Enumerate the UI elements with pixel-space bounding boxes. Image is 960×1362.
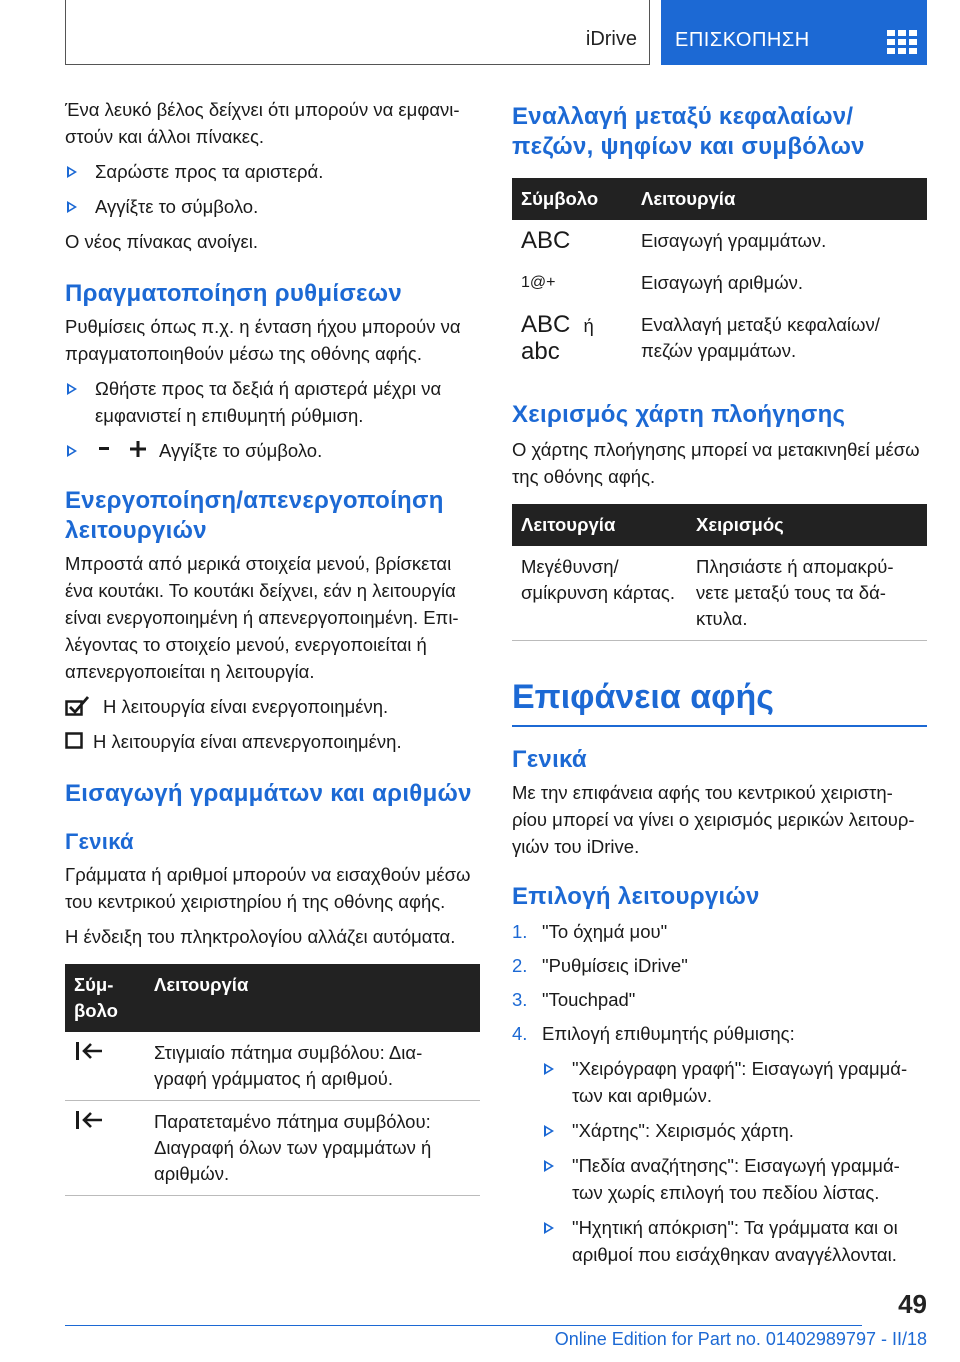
triangle-bullet-icon bbox=[67, 201, 77, 213]
uppercase-symbol: ABC bbox=[521, 311, 571, 338]
header-title-box bbox=[65, 0, 650, 65]
list-item: 4. Επιλογή επιθυμητής ρύθμισης: bbox=[512, 1023, 795, 1044]
list-item: 3. "Touchpad" bbox=[512, 989, 636, 1010]
page-header bbox=[65, 0, 927, 65]
table-row: ABC Εισαγωγή γραμμάτων. bbox=[512, 220, 927, 262]
general-heading: Γενικά bbox=[512, 746, 587, 773]
settings-text: Ρυθμίσεις όπως π.χ. η ένταση ήχου μπορούν να πραγματοποιηθούν μέσω της οθόνης αφής. bbox=[65, 316, 461, 364]
checkbox-checked-icon bbox=[65, 695, 91, 717]
intro-text: Ένα λευκό βέλος δείχνει ότι μπορούν να εμφανι-στούν και άλλοι πίνακες. bbox=[65, 99, 460, 147]
table-header: Λειτουργία bbox=[632, 178, 927, 220]
table-header: Λειτουργία bbox=[145, 964, 480, 1032]
table-row: ABC ή abc Εναλλαγή μεταξύ κεφαλαίων/πεζών γραμμάτων. bbox=[521, 311, 880, 365]
checkbox-unchecked-icon bbox=[65, 732, 85, 752]
list-item: "Ηχητική απόκριση": Τα γράμματα και οι αριθμοί που εισάχθηκαν αναγγέλλονται. bbox=[542, 1214, 927, 1268]
section-label: ΕΠΙΣΚΟΠΗΣΗ bbox=[675, 29, 810, 51]
list-item: "Χειρόγραφη γραφή": Εισαγωγή γραμμά-των και αριθμών. bbox=[542, 1055, 927, 1109]
checked-row: Η λειτουργία είναι ενεργοποιημένη. bbox=[65, 693, 480, 720]
page-number: 49 bbox=[898, 1289, 927, 1319]
abc-symbol: ABC bbox=[521, 227, 571, 254]
toggle-text: Μπροστά από μερικά στοιχεία μενού, βρίσκεται ένα κουτάκι. Το κουτάκι δείχνει, εάν η λειτουργία είναι ενεργοποιημένη ή απενεργοποιημένη. Επι-λέγοντας το στοιχείο μενού, ενεργοποιείται ή απενεργοποιείται η λειτουργία. bbox=[65, 553, 459, 682]
triangle-bullet-icon bbox=[67, 166, 77, 178]
table-row: 1@+ Εισαγωγή αριθμών. bbox=[512, 262, 927, 304]
symbol-table bbox=[512, 178, 927, 374]
grid-menu-icon[interactable] bbox=[887, 30, 917, 54]
unchecked-row: Η λειτουργία είναι απενεργοποιημένη. bbox=[65, 728, 480, 755]
table-header: Σύμ-βολο bbox=[65, 964, 145, 1032]
edition-text: Online Edition for Part no. 01402989797 - II/18 bbox=[554, 1329, 927, 1349]
lowercase-symbol: abc bbox=[521, 338, 560, 365]
touchpad-heading: Επιφάνεια αφής bbox=[512, 675, 927, 727]
right-column bbox=[512, 96, 927, 1268]
input-heading: Εισαγωγή γραμμάτων και αριθμών bbox=[65, 780, 472, 807]
triangle-bullet-icon bbox=[544, 1125, 554, 1137]
left-column bbox=[65, 96, 480, 1196]
switch-heading: Εναλλαγή μεταξύ κεφαλαίων/πεζών, ψηφίων και συμβόλων bbox=[512, 103, 865, 160]
section-tab[interactable] bbox=[661, 0, 927, 65]
general-text: Γράμματα ή αριθμοί μπορούν να εισαχθούν μέσω του κεντρικού χειριστηρίου ή της οθόνης αφής. bbox=[65, 864, 471, 912]
table-header: Σύμβολο bbox=[512, 178, 632, 220]
map-heading: Χειρισμός χάρτη πλοήγησης bbox=[512, 401, 846, 428]
list-item: Ωθήστε προς τα δεξιά ή αριστερά μέχρι να εμφανιστεί η επιθυμητή ρύθμιση. bbox=[65, 375, 480, 429]
minus-plus-icon bbox=[95, 439, 155, 459]
list-item: Σαρώστε προς τα αριστερά. bbox=[65, 158, 480, 185]
delete-symbol-table bbox=[65, 964, 480, 1196]
settings-heading: Πραγματοποίηση ρυθμίσεων bbox=[65, 280, 402, 307]
list-item: "Πεδία αναζήτησης": Εισαγωγή γραμμά-των χωρίς επιλογή του πεδίου λίστας. bbox=[542, 1152, 927, 1206]
triangle-bullet-icon bbox=[67, 383, 77, 395]
header-title: iDrive bbox=[585, 28, 637, 50]
intro-after-text: Ο νέος πίνακας ανοίγει. bbox=[65, 231, 259, 252]
list-item: "Χάρτης": Χειρισμός χάρτη. bbox=[542, 1117, 927, 1144]
general-text: Με την επιφάνεια αφής του κεντρικού χειριστη-ρίου μπορεί να γίνει ο χειρισμός μερικών λειτουρ-γιών του iDrive. bbox=[512, 782, 915, 857]
list-item: 1. "Το όχημά μου" bbox=[512, 921, 668, 942]
backspace-icon bbox=[74, 1109, 106, 1131]
table-header: Λειτουργία bbox=[512, 504, 687, 546]
number-symbol: 1@+ bbox=[521, 274, 556, 291]
general-heading: Γενικά bbox=[65, 829, 134, 854]
backspace-icon bbox=[74, 1040, 106, 1062]
triangle-bullet-icon bbox=[67, 445, 77, 457]
keyboard-text: Η ένδειξη του πληκτρολογίου αλλάζει αυτόματα. bbox=[65, 926, 456, 947]
footer-divider bbox=[65, 1325, 862, 1326]
table-row: Μεγέθυνση/σμίκρυνση κάρτας. Πλησιάστε ή απομακρύ-νετε μεταξύ τους τα δά-κτυλα. bbox=[512, 546, 927, 641]
table-header: Χειρισμός bbox=[687, 504, 927, 546]
map-text: Ο χάρτης πλοήγησης μπορεί να μετακινηθεί μέσω της οθόνης αφής. bbox=[512, 439, 920, 487]
list-item: Αγγίξτε το σύμβολο. bbox=[65, 193, 480, 220]
table-row: Στιγμιαίο πάτημα συμβόλου: Δια-γραφή γράμματος ή αριθμού. bbox=[65, 1032, 480, 1101]
map-table bbox=[512, 504, 927, 641]
toggle-heading: Ενεργοποίηση/απενεργοποίηση λειτουργιών bbox=[65, 487, 444, 544]
list-item: 2. "Ρυθμίσεις iDrive" bbox=[512, 955, 688, 976]
triangle-bullet-icon bbox=[544, 1063, 554, 1075]
triangle-bullet-icon bbox=[544, 1160, 554, 1172]
table-row: Παρατεταμένο πάτημα συμβόλου: Διαγραφή όλων των γραμμάτων ή αριθμών. bbox=[65, 1101, 480, 1196]
triangle-bullet-icon bbox=[544, 1222, 554, 1234]
select-heading: Επιλογή λειτουργιών bbox=[512, 883, 760, 910]
list-item: Αγγίξτε το σύμβολο. bbox=[65, 437, 480, 464]
